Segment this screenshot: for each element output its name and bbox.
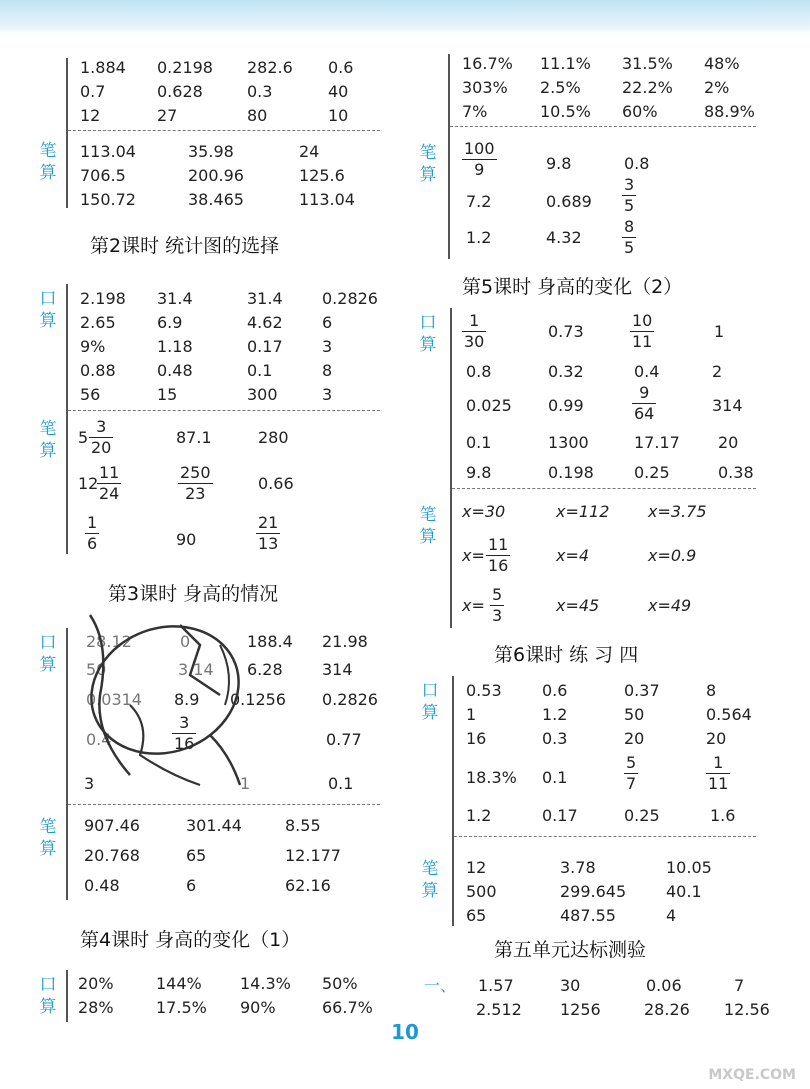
cell: 7.2 [466, 192, 492, 211]
lesson-5-title: 第5课时 身高的变化（2） [462, 276, 683, 298]
cell: 150.72 [80, 190, 136, 209]
cell: 90 [176, 530, 197, 549]
cell: 10.05 [666, 858, 712, 877]
fraction [256, 514, 280, 553]
cell: 2.512 [476, 1000, 522, 1019]
cell: 0.628 [157, 82, 203, 101]
cell: 6.28 [247, 660, 283, 679]
cell: 0.564 [706, 705, 752, 724]
cell: x=45 [556, 596, 600, 615]
mixed-whole: 5 [78, 428, 89, 447]
cell: 40.1 [666, 882, 702, 901]
cell: 0.6 [328, 58, 354, 77]
fraction [85, 514, 99, 553]
cell: 50 [86, 660, 107, 679]
cell: 3 [322, 337, 333, 356]
cell: 28% [78, 998, 114, 1017]
cell: 280 [258, 428, 289, 447]
cell: 0.3 [247, 82, 273, 101]
cell: 24 [299, 142, 320, 161]
cell: 1.2 [466, 228, 492, 247]
fraction [622, 218, 636, 257]
cell: 0.66 [258, 474, 294, 493]
label-suan: 算 [39, 163, 57, 183]
cell: 0.32 [548, 362, 584, 381]
left-rule-3 [66, 628, 68, 900]
cell: 0.1 [247, 361, 273, 380]
cell: 11.1% [540, 54, 591, 73]
cell: 17.5% [156, 998, 207, 1017]
cell: x=30 [462, 502, 506, 521]
denominator: 13 [258, 534, 279, 553]
divider [452, 488, 756, 489]
divider [454, 836, 756, 837]
cell: 0.1 [328, 774, 354, 793]
cell: 500 [466, 882, 497, 901]
divider [450, 126, 756, 127]
cell: 1.18 [157, 337, 193, 356]
cell: 12.177 [285, 846, 341, 865]
cell: 0.1256 [230, 690, 286, 709]
label-suan: 算 [39, 441, 57, 461]
cell: 0.689 [546, 192, 592, 211]
cell: x=3.75 [648, 502, 707, 521]
cell: x=112 [556, 502, 610, 521]
cell: 0.4 [634, 362, 660, 381]
cell: 0.2826 [322, 289, 378, 308]
fraction [706, 754, 730, 793]
denominator: 3 [492, 606, 503, 625]
cell: 2 [712, 362, 723, 381]
denominator: 20 [91, 438, 112, 457]
cell: 31.4 [157, 289, 193, 308]
page-number: 10 [391, 1020, 419, 1044]
cell: 7% [462, 102, 488, 121]
cell: 10 [328, 106, 349, 125]
cell: 62.16 [285, 876, 331, 895]
cell: 1.2 [542, 705, 568, 724]
cell: 706.5 [80, 166, 126, 185]
numerator: 100 [464, 139, 495, 158]
cell: 80 [247, 106, 268, 125]
cell: 0.17 [247, 337, 283, 356]
label-suan: 算 [421, 703, 439, 723]
cell: 88.9% [704, 102, 755, 121]
numerator: 3 [179, 713, 190, 732]
cell: 8.55 [285, 816, 321, 835]
cell: 0.198 [548, 463, 594, 482]
label-suan: 算 [39, 997, 57, 1017]
fraction [624, 754, 638, 793]
denominator: 16 [174, 734, 195, 753]
cell: 0.88 [80, 361, 116, 380]
cell: 1256 [560, 1000, 601, 1019]
numerator: 1 [713, 753, 724, 772]
cell: x=0.9 [648, 546, 697, 565]
cell: 487.55 [560, 906, 616, 925]
lesson-3-title: 第3课时 身高的情况 [108, 583, 279, 605]
cell: 0.48 [84, 876, 120, 895]
top-banner [0, 0, 810, 34]
cell: 30 [560, 976, 581, 995]
cell: 125.6 [299, 166, 345, 185]
denominator: 6 [87, 534, 98, 553]
cell: 16.7% [462, 54, 513, 73]
cell: 314 [712, 396, 743, 415]
fraction [632, 384, 656, 423]
cell: 87.1 [176, 428, 212, 447]
cell: 0.06 [646, 976, 682, 995]
lesson-4-title: 第4课时 身高的变化（1） [80, 929, 301, 951]
cell: 1.2 [466, 806, 492, 825]
cell: 2.5% [540, 78, 581, 97]
label-kou: 口 [39, 633, 57, 653]
cell: 200.96 [188, 166, 244, 185]
cell: 2.65 [80, 313, 116, 332]
cell: 65 [186, 846, 207, 865]
cell: 0.2826 [322, 690, 378, 709]
label-bi: 笔 [421, 859, 439, 879]
cell: 6 [322, 313, 333, 332]
cell: 65 [466, 906, 487, 925]
cell: 35.98 [188, 142, 234, 161]
label-suan: 算 [419, 527, 437, 547]
numerator: 3 [624, 175, 635, 194]
cell: 28.12 [86, 632, 132, 651]
label-kou: 口 [421, 681, 439, 701]
denominator: 30 [464, 332, 485, 351]
cell: 20 [718, 433, 739, 452]
cell: 9.8 [546, 154, 572, 173]
numerator: 250 [180, 463, 211, 482]
cell: 0.2198 [157, 58, 213, 77]
label-bi: 笔 [39, 141, 57, 161]
cell: 282.6 [247, 58, 293, 77]
fraction [462, 140, 497, 179]
numerator: 1 [469, 311, 480, 330]
numerator: 8 [624, 217, 635, 236]
denominator: 5 [624, 238, 635, 257]
label-suan: 算 [39, 655, 57, 675]
label-suan: 算 [39, 839, 57, 859]
cell: 10.5% [540, 102, 591, 121]
lesson-2-title: 第2课时 统计图的选择 [90, 235, 280, 257]
equation-prefix: x= [462, 596, 485, 615]
divider [68, 804, 380, 805]
cell: 0.1 [542, 768, 568, 787]
cell: 31.4 [247, 289, 283, 308]
cell: 8 [706, 681, 717, 700]
cell: 56 [80, 385, 101, 404]
numerator: 3 [96, 417, 107, 436]
cell: 17.17 [634, 433, 680, 452]
label-bi: 笔 [39, 419, 57, 439]
label-kou: 口 [419, 313, 437, 333]
cell: 20.768 [84, 846, 140, 865]
cell: 3 [322, 385, 333, 404]
cell: 18.3% [466, 768, 517, 787]
cell: 0 [180, 632, 191, 651]
label-bi: 笔 [39, 817, 57, 837]
cell: 14.3% [240, 974, 291, 993]
fraction [172, 714, 196, 753]
cell: 0.8 [466, 362, 492, 381]
cell: 9% [80, 337, 106, 356]
cell: 0.4 [86, 730, 112, 749]
cell: 0.8 [624, 154, 650, 173]
fraction [622, 176, 636, 215]
left-rule-1 [66, 58, 68, 208]
fraction [630, 312, 654, 351]
cell: 0.53 [466, 681, 502, 700]
cell: 3 [84, 774, 95, 793]
cell: 28.26 [644, 1000, 690, 1019]
fraction [97, 464, 121, 503]
cell: 60% [622, 102, 658, 121]
cell: 300 [247, 385, 278, 404]
cell: x=49 [648, 596, 692, 615]
divider [68, 410, 380, 411]
cell: 0.6 [542, 681, 568, 700]
cell: 0.1 [466, 433, 492, 452]
numerator: 11 [488, 535, 509, 554]
denominator: 23 [185, 484, 206, 503]
numerator: 1 [87, 513, 98, 532]
fraction [486, 536, 510, 575]
denominator: 64 [634, 404, 655, 423]
cell: 8.9 [174, 690, 200, 709]
cell: 12.56 [724, 1000, 770, 1019]
fraction [462, 312, 486, 351]
cell: 9.8 [466, 463, 492, 482]
cell: 0.37 [624, 681, 660, 700]
cell: 0.99 [548, 396, 584, 415]
numerator: 9 [639, 383, 650, 402]
right-rule-2 [450, 308, 452, 628]
label-suan: 算 [419, 335, 437, 355]
cell: 0.38 [718, 463, 754, 482]
label-kou: 口 [39, 289, 57, 309]
cell: 0.025 [466, 396, 512, 415]
denominator: 9 [474, 160, 485, 179]
cell: 40 [328, 82, 349, 101]
cell: 90% [240, 998, 276, 1017]
lesson-6-title: 第6课时 练 习 四 [494, 644, 639, 666]
equation-prefix: x= [462, 546, 485, 565]
cell: 1.884 [80, 58, 126, 77]
cell: 12 [80, 106, 101, 125]
cell: 7 [734, 976, 745, 995]
right-rule-1 [448, 54, 450, 259]
label-suan: 算 [419, 165, 437, 185]
cell: 6.9 [157, 313, 183, 332]
cell: 2.198 [80, 289, 126, 308]
fraction [178, 464, 213, 503]
cell: 314 [322, 660, 353, 679]
left-rule-4 [66, 970, 68, 1022]
cell: 0.17 [542, 806, 578, 825]
denominator: 16 [488, 556, 509, 575]
cell: 2% [704, 78, 730, 97]
cell: 20% [78, 974, 114, 993]
cell: 0.77 [326, 730, 362, 749]
denominator: 11 [632, 332, 653, 351]
cell: 4.62 [247, 313, 283, 332]
cell: 8 [322, 361, 333, 380]
cell: 188.4 [247, 632, 293, 651]
cell: 0.25 [634, 463, 670, 482]
cell: 907.46 [84, 816, 140, 835]
cell: 1.6 [710, 806, 736, 825]
cell: x=4 [556, 546, 590, 565]
cell: 144% [156, 974, 202, 993]
numerator: 21 [258, 513, 279, 532]
cell: 113.04 [80, 142, 136, 161]
cell: 15 [157, 385, 178, 404]
numerator: 5 [492, 585, 503, 604]
denominator: 24 [99, 484, 120, 503]
cell: 4.32 [546, 228, 582, 247]
cell: 6 [186, 876, 197, 895]
cell: 1 [240, 774, 251, 793]
cell: 4 [666, 906, 677, 925]
cell: 113.04 [299, 190, 355, 209]
unit-test-title: 第五单元达标测验 [494, 939, 647, 961]
cell: 1.57 [478, 976, 514, 995]
denominator: 11 [708, 774, 729, 793]
cell: 0.73 [548, 322, 584, 341]
cell: 0.7 [80, 82, 106, 101]
cell: 0.48 [157, 361, 193, 380]
cell: 22.2% [622, 78, 673, 97]
cell: 12 [466, 858, 487, 877]
left-rule-2 [66, 284, 68, 554]
cell: 299.645 [560, 882, 627, 901]
cell: 38.465 [188, 190, 244, 209]
cell: 1 [466, 705, 477, 724]
label-bi: 笔 [419, 143, 437, 163]
site-watermark: MXQE.COM [708, 1067, 796, 1083]
cell: 50% [322, 974, 358, 993]
cell: 20 [624, 729, 645, 748]
cell: 303% [462, 78, 508, 97]
numerator: 10 [632, 311, 653, 330]
numerator: 5 [626, 753, 637, 772]
denominator: 7 [626, 774, 637, 793]
denominator: 5 [624, 196, 635, 215]
cell: 3.14 [178, 660, 214, 679]
cell: 50 [624, 705, 645, 724]
cell: 48% [704, 54, 740, 73]
mixed-whole: 12 [78, 474, 99, 493]
numerator: 11 [99, 463, 120, 482]
label-suan: 算 [421, 881, 439, 901]
right-rule-3 [452, 676, 454, 926]
divider [68, 130, 380, 131]
fraction [89, 418, 113, 457]
cell: 0.3 [542, 729, 568, 748]
label-suan: 算 [39, 311, 57, 331]
cell: 20 [706, 729, 727, 748]
label-kou: 口 [39, 975, 57, 995]
cell: 66.7% [322, 998, 373, 1017]
cell: 16 [466, 729, 487, 748]
cell: 0.0314 [86, 690, 142, 709]
fraction [490, 586, 504, 625]
cell: 0.25 [624, 806, 660, 825]
label-bi: 笔 [419, 505, 437, 525]
cell: 1300 [548, 433, 589, 452]
cell: 27 [157, 106, 178, 125]
cell: 1 [714, 322, 725, 341]
cell: 3.78 [560, 858, 596, 877]
cell: 31.5% [622, 54, 673, 73]
cell: 301.44 [186, 816, 242, 835]
cell: 21.98 [322, 632, 368, 651]
question-marker: 一、 [424, 976, 457, 995]
